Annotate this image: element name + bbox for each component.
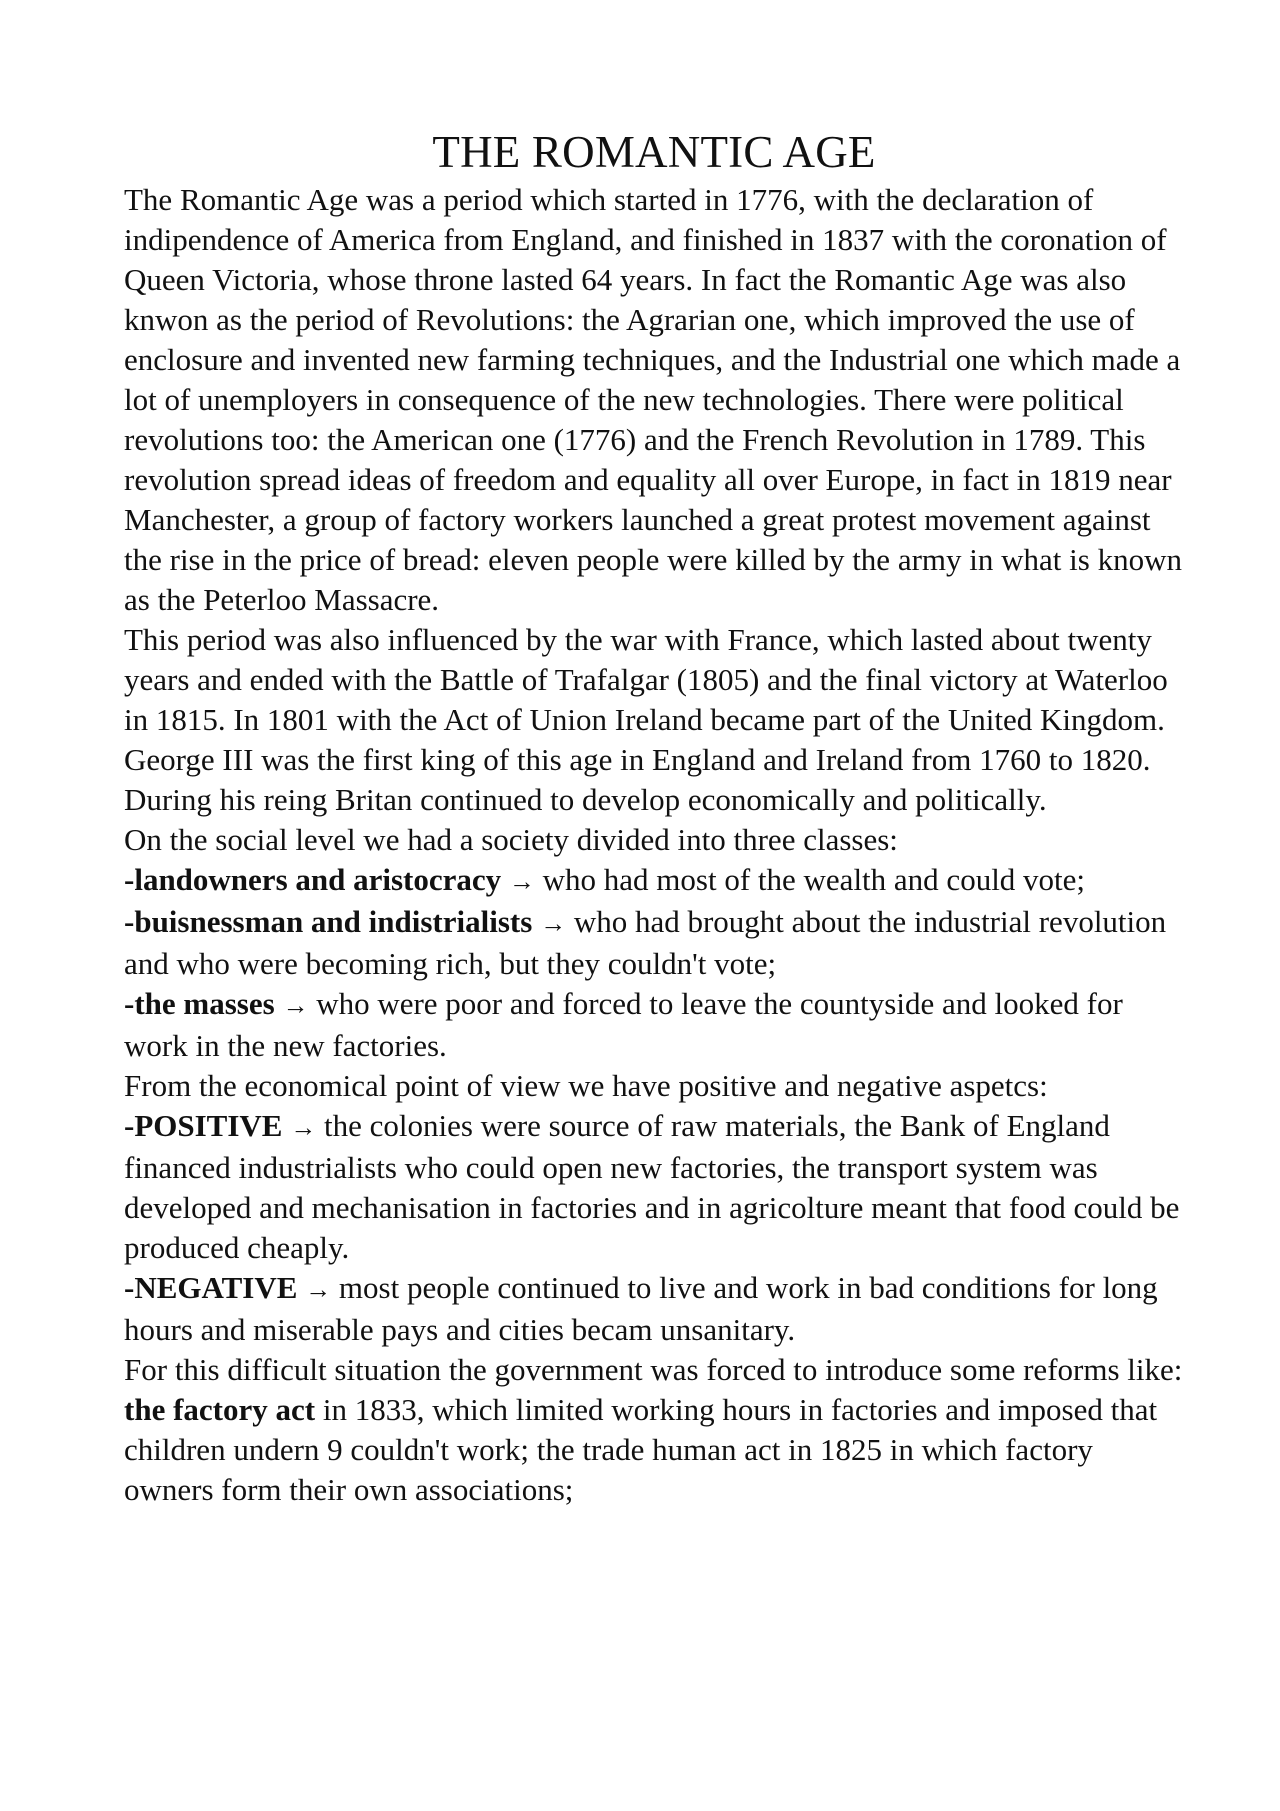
george-paragraph: George III was the first king of this age in England and Ireland from 1760 to 1820. During his reing Britan continued to develop economically and politically. [124,742,1151,817]
class-dash: - [124,904,135,939]
economic-intro-paragraph: From the economical point of view we have positive and negative aspetcs: [124,1068,1048,1103]
reforms-text-after: in 1833, which limited working hours in factories and imposed that children undern 9 couldn't work; the trade human act in 1825 in which factory owners form their own associations; [124,1392,1158,1507]
class-description: who were poor and forced to leave the countyside and looked for work in the new factories. [124,986,1123,1063]
class-item-landowners [124,860,1184,902]
class-dash: - [124,986,135,1021]
aspect-dash: - [124,1108,135,1143]
class-description: who had brought about the industrial revolution and who were becoming rich, but they couldn't vote; [124,904,1167,981]
document-title: THE ROMANTIC AGE [432,127,876,177]
aspect-term: POSITIVE [134,1108,283,1143]
aspect-dash: - [124,1270,135,1305]
class-item-masses [124,984,1184,1066]
war-paragraph: This period was also influenced by the war with France, which lasted about twenty years and ended with the Battle of Trafalgar (1805) and the final victory at Waterloo in 1815. In 1801 with the Act of Union Ireland became part of the United Kingdom. [124,622,1168,737]
aspect-term: NEGATIVE [134,1270,298,1305]
reforms-text-before: For this difficult situation the government was forced to introduce some reforms like: [124,1352,1183,1387]
arrow-right-icon: → [290,1113,317,1142]
intro-paragraph: The Romantic Age was a period which started in 1776, with the declaration of indipendence of America from England, and finished in 1837 with the coronation of Queen Victoria, whose throne lasted 64 years. In fact the Romantic Age was also knwon as the period of Revolutions: the Agrarian one, which improved the use of enclosure and invented new farming techniques, and the Industrial one which made a lot of unemployers in consequence of the new technologies. There were political revolutions too: the American one (1776) and the French Revolution in 1789. This revolution spread ideas of freedom and equality all over Europe, in fact in 1819 near Manchester, a group of factory workers launched a great protest movement against the rise in the price of bread: eleven people were killed by the army in what is known as the Peterloo Massacre. [124,182,1182,617]
class-description: who had most of the wealth and could vote; [534,862,1086,897]
arrow-right-icon: → [305,1275,332,1304]
class-dash: - [124,862,135,897]
reforms-paragraph [124,1350,1184,1510]
arrow-right-icon: → [508,867,535,896]
class-term: the masses [134,986,275,1021]
aspect-description: the colonies were source of raw materials, the Bank of England financed industrialists who could open new factories, the transport system was developed and mechanisation in factories and in agricolture meant that food could be produced cheaply. [124,1108,1180,1265]
document-page [124,124,1184,1510]
aspect-item-positive [124,1106,1184,1268]
aspect-description: most people continued to live and work in bad conditions for long hours and miserable pays and cities becam unsanitary. [124,1270,1158,1347]
class-term: landowners and aristocracy [134,862,502,897]
class-item-businessmen [124,902,1184,984]
arrow-right-icon: → [282,991,309,1020]
class-term: buisnessman and indistrialists [134,904,533,939]
arrow-right-icon: → [540,909,567,938]
aspect-item-negative [124,1268,1184,1350]
reforms-term: the factory act [124,1392,316,1427]
social-intro-paragraph: On the social level we had a society divided into three classes: [124,822,898,857]
